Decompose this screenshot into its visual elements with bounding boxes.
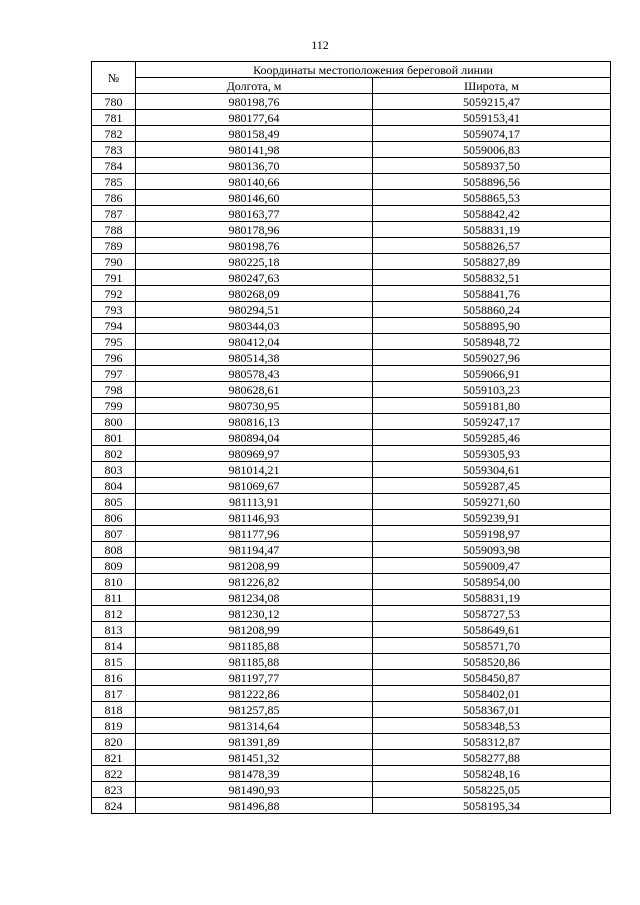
latitude-cell: 5058832,51 [373,270,611,286]
coordinates-table [91,61,611,814]
table-body [92,94,611,814]
latitude-cell: 5059027,96 [373,350,611,366]
table-row [92,558,611,574]
table-row [92,398,611,414]
table-row [92,222,611,238]
table-row [92,110,611,126]
point-number-cell: 787 [92,206,136,222]
table-row [92,446,611,462]
table-row [92,478,611,494]
table-row [92,270,611,286]
longitude-cell: 980141,98 [136,142,373,158]
table-header [92,62,611,94]
table-row [92,174,611,190]
point-number-cell: 801 [92,430,136,446]
longitude-cell: 980578,43 [136,366,373,382]
latitude-cell: 5058348,53 [373,718,611,734]
longitude-cell: 981496,88 [136,798,373,814]
latitude-cell: 5058937,50 [373,158,611,174]
longitude-cell: 981230,12 [136,606,373,622]
table-row [92,254,611,270]
table-row [92,206,611,222]
point-number-cell: 804 [92,478,136,494]
point-number-cell: 802 [92,446,136,462]
point-number-cell: 818 [92,702,136,718]
point-number-cell: 805 [92,494,136,510]
point-number-cell: 788 [92,222,136,238]
latitude-cell: 5058948,72 [373,334,611,350]
latitude-cell: 5059305,93 [373,446,611,462]
longitude-cell: 980628,61 [136,382,373,398]
point-number-cell: 789 [92,238,136,254]
table-row [92,766,611,782]
latitude-cell: 5059009,47 [373,558,611,574]
longitude-cell: 980140,66 [136,174,373,190]
table-row [92,286,611,302]
point-number-cell: 806 [92,510,136,526]
point-number-cell: 785 [92,174,136,190]
longitude-cell: 980225,18 [136,254,373,270]
table-row [92,734,611,750]
latitude-cell: 5058520,86 [373,654,611,670]
point-number-cell: 799 [92,398,136,414]
table-row [92,718,611,734]
table-row [92,382,611,398]
point-number-cell: 814 [92,638,136,654]
longitude-cell: 981069,67 [136,478,373,494]
point-number-cell: 812 [92,606,136,622]
latitude-cell: 5058827,89 [373,254,611,270]
point-number-cell: 791 [92,270,136,286]
table-row [92,542,611,558]
longitude-cell: 980163,77 [136,206,373,222]
latitude-cell: 5058367,01 [373,702,611,718]
latitude-cell: 5059103,23 [373,382,611,398]
longitude-cell: 980198,76 [136,238,373,254]
latitude-cell: 5059271,60 [373,494,611,510]
latitude-cell: 5058402,01 [373,686,611,702]
point-number-cell: 781 [92,110,136,126]
table-row [92,686,611,702]
longitude-cell: 981314,64 [136,718,373,734]
latitude-cell: 5059285,46 [373,430,611,446]
latitude-cell: 5059239,91 [373,510,611,526]
latitude-cell: 5059006,83 [373,142,611,158]
table-row [92,654,611,670]
longitude-cell: 981226,82 [136,574,373,590]
table-row [92,798,611,814]
point-number-cell: 792 [92,286,136,302]
latitude-cell: 5059247,17 [373,414,611,430]
longitude-cell: 981113,91 [136,494,373,510]
table-row [92,366,611,382]
table-row [92,702,611,718]
longitude-cell: 980247,63 [136,270,373,286]
table-row [92,414,611,430]
table-row [92,142,611,158]
table-row [92,574,611,590]
longitude-cell: 980294,51 [136,302,373,318]
longitude-cell: 981146,93 [136,510,373,526]
longitude-cell: 981234,08 [136,590,373,606]
table-row [92,430,611,446]
latitude-cell: 5058865,53 [373,190,611,206]
longitude-cell: 980412,04 [136,334,373,350]
latitude-cell: 5059287,45 [373,478,611,494]
point-number-cell: 823 [92,782,136,798]
table-row [92,158,611,174]
longitude-cell: 981208,99 [136,622,373,638]
latitude-cell: 5058842,42 [373,206,611,222]
latitude-cell: 5059093,98 [373,542,611,558]
latitude-cell: 5058248,16 [373,766,611,782]
latitude-cell: 5058277,88 [373,750,611,766]
latitude-cell: 5058831,19 [373,590,611,606]
latitude-cell: 5058225,05 [373,782,611,798]
latitude-cell: 5058312,87 [373,734,611,750]
table-row [92,638,611,654]
point-number-cell: 809 [92,558,136,574]
table-row [92,494,611,510]
latitude-cell: 5058954,00 [373,574,611,590]
table-row [92,670,611,686]
latitude-cell: 5059304,61 [373,462,611,478]
latitude-cell: 5058450,87 [373,670,611,686]
point-number-cell: 784 [92,158,136,174]
longitude-cell: 981222,86 [136,686,373,702]
longitude-cell: 981194,47 [136,542,373,558]
latitude-cell: 5058649,61 [373,622,611,638]
table-row [92,750,611,766]
point-number-cell: 782 [92,126,136,142]
point-number-cell: 780 [92,94,136,110]
point-number-cell: 810 [92,574,136,590]
longitude-cell: 980198,76 [136,94,373,110]
longitude-cell: 980894,04 [136,430,373,446]
longitude-cell: 981185,88 [136,638,373,654]
table-row [92,334,611,350]
table-row [92,510,611,526]
longitude-cell: 981185,88 [136,654,373,670]
latitude-cell: 5058826,57 [373,238,611,254]
latitude-cell: 5059198,97 [373,526,611,542]
point-number-cell: 822 [92,766,136,782]
longitude-cell: 981478,39 [136,766,373,782]
longitude-cell: 981208,99 [136,558,373,574]
longitude-cell: 981391,89 [136,734,373,750]
longitude-cell: 980268,09 [136,286,373,302]
latitude-cell: 5059066,91 [373,366,611,382]
point-number-cell: 793 [92,302,136,318]
point-number-cell: 811 [92,590,136,606]
point-number-cell: 786 [92,190,136,206]
point-number-cell: 821 [92,750,136,766]
point-number-cell: 796 [92,350,136,366]
latitude-cell: 5058727,53 [373,606,611,622]
longitude-cell: 981177,96 [136,526,373,542]
table-row [92,94,611,110]
table-row [92,622,611,638]
longitude-cell: 980344,03 [136,318,373,334]
longitude-cell: 980146,60 [136,190,373,206]
number-column-header: № [92,62,136,94]
point-number-cell: 816 [92,670,136,686]
latitude-cell: 5058195,34 [373,798,611,814]
latitude-cell: 5059074,17 [373,126,611,142]
point-number-cell: 817 [92,686,136,702]
point-number-cell: 813 [92,622,136,638]
longitude-cell: 980514,38 [136,350,373,366]
longitude-cell: 980158,49 [136,126,373,142]
table-row [92,606,611,622]
table-row [92,590,611,606]
point-number-cell: 815 [92,654,136,670]
page-number: 112 [311,38,329,52]
latitude-cell: 5058896,56 [373,174,611,190]
longitude-cell: 981197,77 [136,670,373,686]
longitude-cell: 981451,32 [136,750,373,766]
point-number-cell: 783 [92,142,136,158]
latitude-column-header: Широта, м [373,78,611,94]
latitude-cell: 5058831,19 [373,222,611,238]
longitude-cell: 980136,70 [136,158,373,174]
point-number-cell: 798 [92,382,136,398]
latitude-cell: 5059215,47 [373,94,611,110]
table-row [92,350,611,366]
longitude-column-header: Долгота, м [136,78,373,94]
point-number-cell: 803 [92,462,136,478]
table-row [92,190,611,206]
point-number-cell: 797 [92,366,136,382]
longitude-cell: 980969,97 [136,446,373,462]
coordinates-group-header: Координаты местоположения береговой линии [136,62,611,78]
point-number-cell: 820 [92,734,136,750]
table-row [92,462,611,478]
point-number-cell: 807 [92,526,136,542]
latitude-cell: 5059181,80 [373,398,611,414]
latitude-cell: 5058895,90 [373,318,611,334]
longitude-cell: 980816,13 [136,414,373,430]
table-row [92,318,611,334]
longitude-cell: 980730,95 [136,398,373,414]
longitude-cell: 980178,96 [136,222,373,238]
longitude-cell: 981257,85 [136,702,373,718]
latitude-cell: 5058860,24 [373,302,611,318]
latitude-cell: 5058571,70 [373,638,611,654]
point-number-cell: 808 [92,542,136,558]
latitude-cell: 5058841,76 [373,286,611,302]
table-row [92,526,611,542]
point-number-cell: 819 [92,718,136,734]
point-number-cell: 824 [92,798,136,814]
table-row [92,126,611,142]
table-row [92,302,611,318]
point-number-cell: 795 [92,334,136,350]
longitude-cell: 981014,21 [136,462,373,478]
latitude-cell: 5059153,41 [373,110,611,126]
point-number-cell: 794 [92,318,136,334]
longitude-cell: 980177,64 [136,110,373,126]
table-row [92,782,611,798]
point-number-cell: 800 [92,414,136,430]
table-row [92,238,611,254]
longitude-cell: 981490,93 [136,782,373,798]
point-number-cell: 790 [92,254,136,270]
